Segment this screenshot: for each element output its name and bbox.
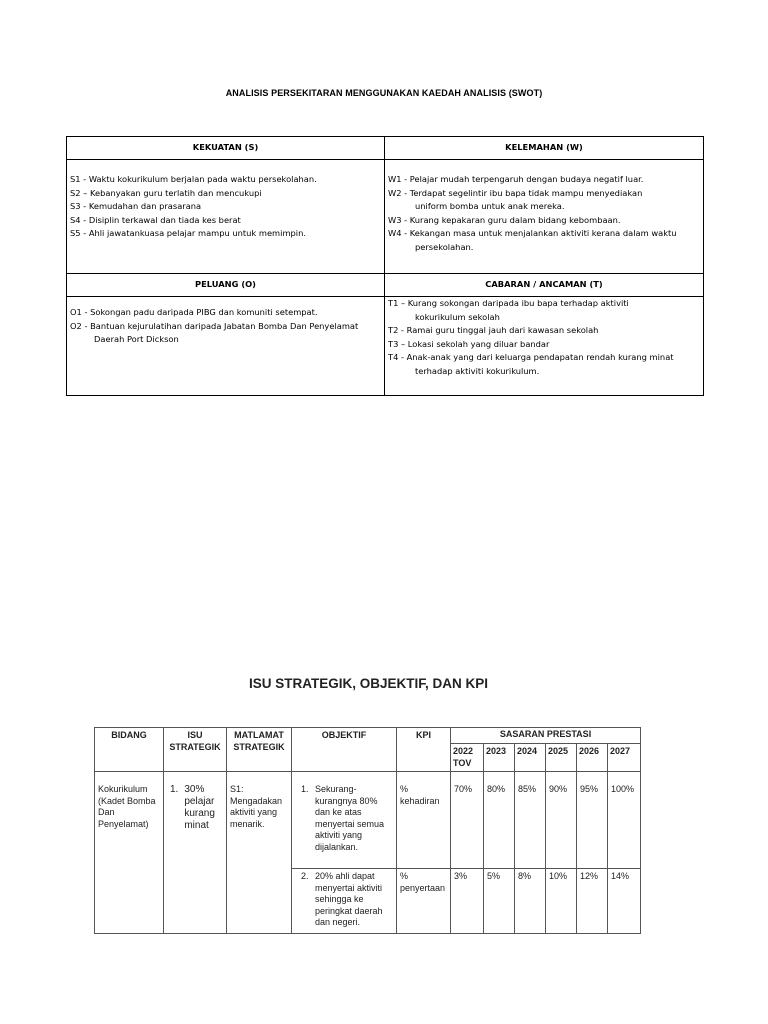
kpi-table: [94, 727, 641, 934]
kpi-header-row: [95, 728, 641, 744]
isu-number: 1.: [170, 784, 179, 795]
strength-item: S5 - Ahli jawatankuasa pelajar mampu untuk memimpin.: [70, 228, 306, 238]
opportunity-item: O1 - Sokongan padu daripada PIBG dan komuniti setempat.: [70, 307, 318, 317]
target-value: 100%: [608, 772, 641, 869]
isu-header: ISU STRATEGIK: [164, 728, 227, 772]
year-header: 2023: [484, 744, 515, 772]
objektif-cell: [292, 869, 397, 934]
year-header: 2024: [515, 744, 546, 772]
weakness-item-continuation: uniform bomba untuk anak mereka.: [415, 201, 565, 211]
target-value: 14%: [608, 869, 641, 934]
threats-cell: [385, 297, 704, 396]
strength-item: S3 - Kemudahan dan prasarana: [70, 201, 202, 211]
table-row: [95, 772, 641, 869]
threat-item: T4 - Anak-anak yang dari keluarga pendapatan rendah kurang minat: [388, 352, 674, 362]
opportunity-item: O2 - Bantuan kejurulatihan daripada Jabatan Bomba Dan Penyelamat: [70, 320, 359, 331]
matlamat-cell: S1: Mengadakan aktiviti yang menarik.: [227, 772, 292, 934]
year-header: 2027: [608, 744, 641, 772]
weakness-item: W2 - Terdapat segelintir ibu bapa tidak mampu menyediakan: [388, 187, 643, 198]
strengths-header: KEKUATAN (S): [67, 137, 385, 160]
year-header: 2026: [577, 744, 608, 772]
weaknesses-header: KELEMAHAN (W): [385, 137, 704, 160]
bidang-header: BIDANG: [95, 728, 164, 772]
swot-table: [66, 136, 704, 396]
opportunities-cell: [67, 297, 385, 396]
target-value: 10%: [546, 869, 577, 934]
weakness-item: W3 - Kurang kepakaran guru dalam bidang kebombaan.: [388, 214, 621, 225]
kpi-cell: % penyertaan: [397, 869, 451, 934]
objektif-text: 20% ahli dapat menyertai aktiviti sehingga ke peringkat daerah dan negeri.: [315, 871, 383, 927]
opportunity-item-continuation: Daerah Port Dickson: [94, 334, 179, 344]
strength-item: S2 – Kebanyakan guru terlatih dan mencukupi: [70, 187, 262, 198]
isu-text: 30% pelajar kurang minat: [184, 784, 215, 831]
strengths-cell: [67, 160, 385, 274]
weakness-item-continuation: persekolahan.: [415, 241, 474, 252]
threats-header: CABARAN / ANCAMAN (T): [385, 274, 704, 297]
year-header: 2022 TOV: [451, 744, 484, 772]
swot-ot-row: [67, 297, 704, 396]
swot-header-row: [67, 137, 704, 160]
target-value: 85%: [515, 772, 546, 869]
swot-sw-row: [67, 160, 704, 274]
year-header: 2025: [546, 744, 577, 772]
threat-item: T2 - Ramai guru tinggal jauh dari kawasan sekolah: [388, 325, 599, 335]
swot-header-row: [67, 274, 704, 297]
threat-item-continuation: kokurikulum sekolah: [415, 311, 500, 322]
kpi-cell: % kehadiran: [397, 772, 451, 869]
sasaran-header: SASARAN PRESTASI: [451, 728, 641, 744]
target-value: 90%: [546, 772, 577, 869]
target-value: 80%: [484, 772, 515, 869]
strength-item: S1 - Waktu kokurikulum berjalan pada waktu persekolahan.: [70, 174, 317, 184]
bidang-cell: Kokurikulum (Kadet Bomba Dan Penyelamat): [95, 772, 164, 934]
target-value: 5%: [484, 869, 515, 934]
kpi-section-title: ISU STRATEGIK, OBJEKTIF, DAN KPI: [249, 676, 489, 691]
objektif-number: 2.: [301, 871, 309, 881]
objektif-text: Sekurang-kurangnya 80% dan ke atas menyertai semua aktiviti yang dijalankan.: [315, 784, 385, 852]
objektif-number: 1.: [301, 784, 309, 794]
target-value: 3%: [451, 869, 484, 934]
threat-item: T1 – Kurang sokongan daripada ibu bapa terhadap aktiviti: [388, 298, 629, 308]
matlamat-header: MATLAMAT STRATEGIK: [227, 728, 292, 772]
isu-cell: [164, 772, 227, 934]
weakness-item: W4 - Kekangan masa untuk menjalankan aktiviti kerana dalam waktu: [388, 228, 677, 238]
weaknesses-cell: [385, 160, 704, 274]
target-value: 95%: [577, 772, 608, 869]
target-value: 12%: [577, 869, 608, 934]
threat-item: T3 – Lokasi sekolah yang diluar bandar: [388, 338, 550, 349]
strength-item: S4 - Disiplin terkawal dan tiada kes berat: [70, 214, 241, 225]
opportunities-header: PELUANG (O): [67, 274, 385, 297]
weakness-item: W1 - Pelajar mudah terpengaruh dengan budaya negatif luar.: [388, 174, 644, 184]
kpi-header: KPI: [397, 728, 451, 772]
threat-item-continuation: terhadap aktiviti kokurikulum.: [415, 365, 540, 376]
objektif-header: OBJEKTIF: [292, 728, 397, 772]
objektif-cell: [292, 772, 397, 869]
swot-title: ANALISIS PERSEKITARAN MENGGUNAKAN KAEDAH ANALISIS (SWOT): [225, 88, 543, 98]
target-value: 8%: [515, 869, 546, 934]
target-value: 70%: [451, 772, 484, 869]
